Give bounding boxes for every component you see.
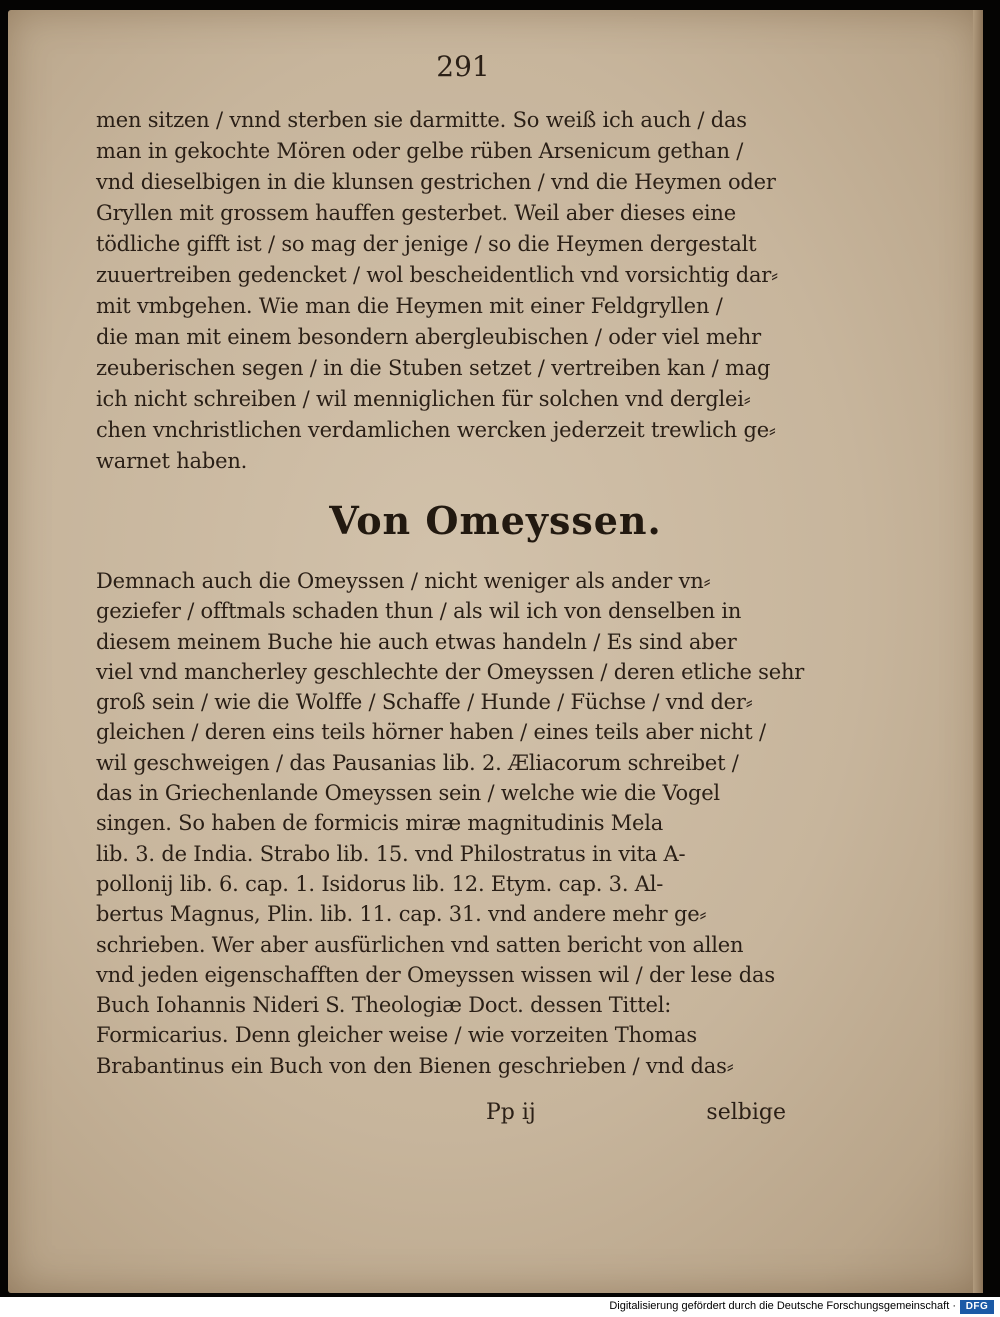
text-line: chen vnchristlichen verdamlichen wercken jederzeit trewlich ge⸗: [96, 418, 776, 442]
text-line: groß sein / wie die Wolffe / Schaffe / Hunde / Füchse / vnd der⸗: [96, 690, 753, 715]
text-line: das in Griechenlande Omeyssen sein / welche wie die Vogel: [96, 781, 720, 806]
text-line: warnet haben.: [96, 449, 248, 473]
text-line: men sitzen / vnnd sterben sie darmitte. So weiß ich auch / das: [96, 108, 747, 132]
digitization-footer: [0, 1297, 1000, 1317]
text-line: mit vmbgehen. Wie man die Heymen mit einer Feldgryllen /: [96, 294, 723, 318]
dfg-logo: DFG: [960, 1300, 994, 1314]
text-line: gleichen / deren eins teils hörner haben / eines teils aber nicht /: [96, 720, 766, 745]
text-line: vnd jeden eigenschafften der Omeyssen wissen wil / der lese das: [96, 962, 775, 987]
text-line: die man mit einem besondern abergleubischen / oder viel mehr: [96, 325, 761, 349]
text-line: schrieben. Wer aber ausfürlichen vnd satten bericht von allen: [96, 932, 744, 957]
text-line: lib. 3. de India. Strabo lib. 15. vnd Philostratus in vita A-: [96, 841, 686, 866]
text-line: geziefer / offtmals schaden thun / als wil ich von denselben in: [96, 599, 742, 624]
text-block-top: [96, 105, 786, 477]
text-line: Gryllen mit grossem hauffen gesterbet. Weil aber dieses eine: [96, 201, 736, 225]
page-edge: [973, 10, 983, 1293]
text-line: vnd dieselbigen in die klunsen gestrichen / vnd die Heymen oder: [96, 170, 776, 194]
text-line: tödliche gifft ist / so mag der jenige / so die Heymen dergestalt: [96, 232, 757, 256]
catchword: selbige: [706, 1100, 786, 1125]
book-page: [8, 10, 983, 1293]
text-line: singen. So haben de formicis miræ magnitudinis Mela: [96, 811, 664, 836]
text-line: zuuertreiben gedencket / wol bescheidentlich vnd vorsichtig dar⸗: [96, 263, 778, 287]
text-line: Demnach auch die Omeyssen / nicht weniger als ander vn⸗: [96, 569, 711, 593]
catchline: [96, 1100, 786, 1134]
text-line: viel vnd mancherley geschlechte der Omeyssen / deren etliche sehr: [96, 659, 805, 684]
text-line: man in gekochte Mören oder gelbe rüben Arsenicum gethan /: [96, 139, 744, 163]
signature-mark: Pp ij: [486, 1100, 536, 1125]
text-block-bottom: [96, 566, 805, 1081]
section-heading: Von Omeyssen.: [329, 498, 662, 543]
text-line: pollonij lib. 6. cap. 1. Isidorus lib. 12. Etym. cap. 3. Al-: [96, 871, 664, 896]
page-number: 291: [436, 50, 490, 83]
text-line: Brabantinus ein Buch von den Bienen geschrieben / vnd das⸗: [96, 1053, 734, 1078]
text-line: bertus Magnus, Plin. lib. 11. cap. 31. vnd andere mehr ge⸗: [96, 902, 707, 927]
text-line: Buch Iohannis Nideri S. Theologiæ Doct. dessen Tittel:: [96, 993, 672, 1018]
footer-credit: Digitalisierung gefördert durch die Deutsche Forschungsgemeinschaft ·: [609, 1300, 956, 1312]
text-line: wil geschweigen / das Pausanias lib. 2. Æliacorum schreibet /: [96, 750, 739, 775]
text-line: Formicarius. Denn gleicher weise / wie vorzeiten Thomas: [96, 1023, 697, 1048]
text-line: zeuberischen segen / in die Stuben setzet / vertreiben kan / mag: [96, 356, 771, 380]
text-line: diesem meinem Buche hie auch etwas handeln / Es sind aber: [96, 629, 737, 654]
text-line: ich nicht schreiben / wil menniglichen für solchen vnd derglei⸗: [96, 387, 751, 411]
